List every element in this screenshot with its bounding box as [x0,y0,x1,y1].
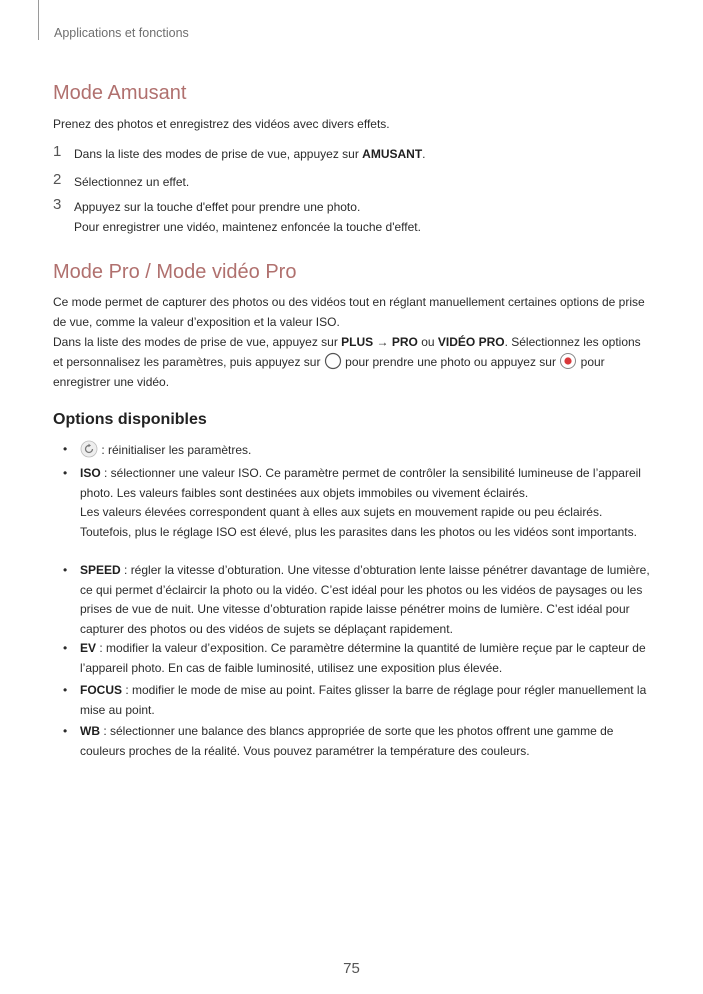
step-number: 1 [53,143,62,160]
bullet-dot: • [63,724,68,738]
bullet-dot: • [63,683,68,697]
section-header: Applications et fonctions [54,26,189,40]
pro-mode-intro: Ce mode permet de capturer des photos ou des vidéos tout en réglant manuellement certaines options de prise de vue, comme la valeur d’exposition et la valeur ISO. [53,295,645,329]
shutter-button-icon [324,352,342,370]
option-key: ISO [80,466,101,480]
bullet-dot: • [63,442,68,456]
step-text: Sélectionnez un effet. [74,175,190,189]
bullet-dot: • [63,563,68,577]
reset-description: : réinitialiser les paramètres. [98,443,252,457]
pro-mode-title: Mode Pro / Mode vidéo Pro [53,261,297,283]
fun-mode-intro: Prenez des photos et enregistrez des vidéos avec divers effets. [53,117,390,131]
option-key: FOCUS [80,683,122,697]
step-text: Appuyez sur la touche d'effet pour prendre une photo. Pour enregistrer une vidéo, maintenez enfoncée la touche d'effet. [74,200,421,234]
option-key: EV [80,641,97,655]
header-rule [38,0,39,40]
options-title: Options disponibles [53,411,207,428]
amusant-label: AMUSANT [362,147,423,161]
fun-mode-title: Mode Amusant [53,82,187,104]
option-key: WB [80,724,100,738]
bullet-dot: • [63,641,68,655]
bullet-dot: • [63,466,68,480]
step-number: 3 [53,196,62,213]
pro-mode-instructions: Dans la liste des modes de prise de vue, appuyez sur PLUS → PRO ou VIDÉO PRO. Sélectionnez les options et personnalisez les paramètres, puis appuyez sur pour prendre une photo ou appuyez sur pour enregistrer une vidéo. [53,335,641,389]
option-key: SPEED [80,563,121,577]
step-number: 2 [53,171,62,188]
step-text: Dans la liste des modes de prise de vue, appuyez sur AMUSANT. [74,147,426,161]
record-button-icon [559,352,577,370]
reset-icon [80,440,98,458]
page-number: 75 [343,960,360,977]
